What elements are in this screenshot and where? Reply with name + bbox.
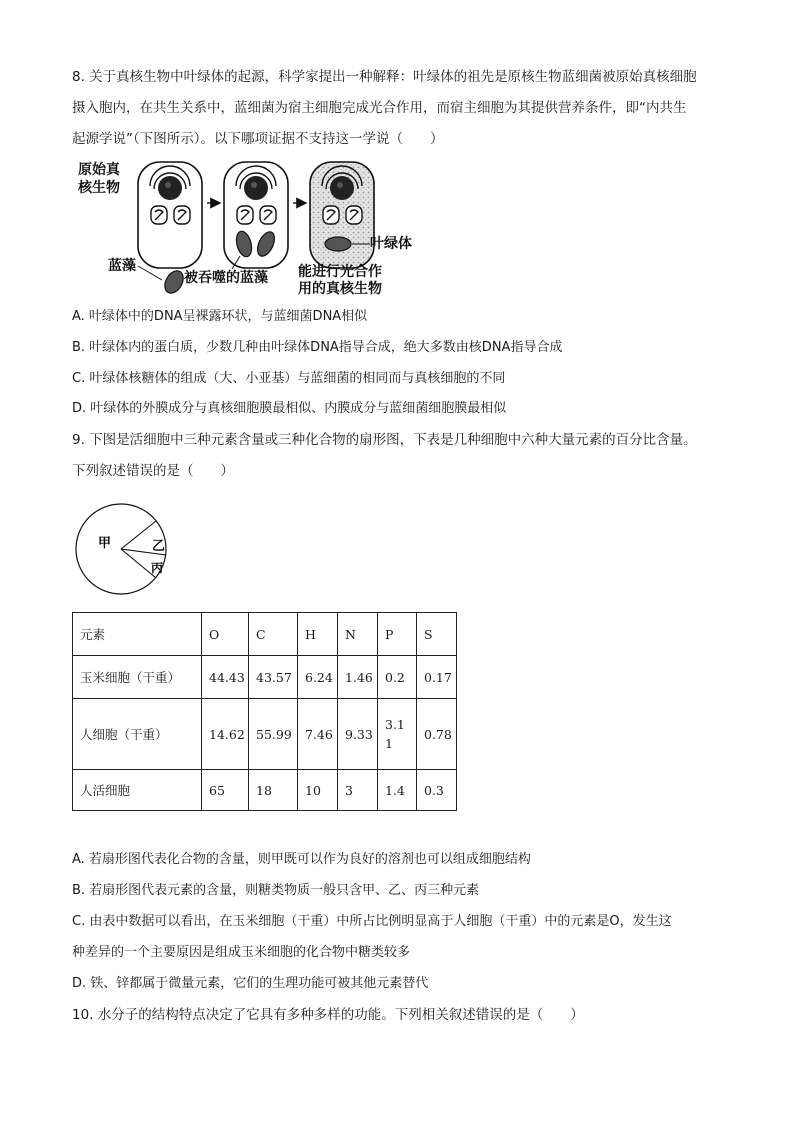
label-chloroplast: 叶绿体 bbox=[370, 236, 412, 252]
pie-label-yi: 乙 bbox=[152, 539, 166, 554]
q9-option-b: B. 若扇形图代表元素的含量，则糖类物质一般只含甲、乙、丙三种元素 bbox=[72, 883, 480, 898]
pie-label-jia: 甲 bbox=[98, 536, 112, 551]
label-photosynthetic-line1: 能进行光合作 bbox=[298, 264, 382, 280]
table-cell: 3 bbox=[338, 770, 378, 811]
table-cell: 7.46 bbox=[298, 699, 338, 770]
table-cell: 6.24 bbox=[298, 656, 338, 699]
table-row bbox=[73, 656, 457, 699]
table-header-row bbox=[73, 613, 457, 656]
pie-chart bbox=[72, 500, 182, 600]
table-row bbox=[73, 770, 457, 811]
q9-stem-line1: 9. 下图是活细胞中三种元素含量或三种化合物的扇形图，下表是几种细胞中六种大量元素的百分比含量。 bbox=[72, 432, 697, 448]
element-table bbox=[72, 612, 457, 811]
table-cell: 0.78 bbox=[417, 699, 457, 770]
table-cell: 0.17 bbox=[417, 656, 457, 699]
table-header-cell: O bbox=[202, 613, 249, 656]
table-header-cell: S bbox=[417, 613, 457, 656]
q10-stem: 10. 水分子的结构特点决定了它具有多种多样的功能。下列相关叙述错误的是（ ） bbox=[72, 1007, 584, 1023]
table-header-cell: C bbox=[249, 613, 298, 656]
table-row-name: 人细胞（干重） bbox=[73, 699, 202, 770]
q9-option-c-line1: C. 由表中数据可以看出，在玉米细胞（干重）中所占比例明显高于人细胞（干重）中的元素是O，发生这 bbox=[72, 914, 672, 929]
q8-option-d: D. 叶绿体的外膜成分与真核细胞膜最相似、内膜成分与蓝细菌细胞膜最相似 bbox=[72, 401, 507, 416]
table-header-cell: N bbox=[338, 613, 378, 656]
table-cell: 0.3 bbox=[417, 770, 457, 811]
q9-option-c-line2: 种差异的一个主要原因是组成玉米细胞的化合物中糖类较多 bbox=[72, 945, 411, 960]
q8-stem-line3: 起源学说”（下图所示）。以下哪项证据不支持这一学说（ ） bbox=[72, 131, 444, 147]
engulfing-cell bbox=[224, 162, 288, 268]
q9-option-a: A. 若扇形图代表化合物的含量，则甲既可以作为良好的溶剂也可以组成细胞结构 bbox=[72, 852, 531, 867]
photosynthetic-eukaryote-cell bbox=[310, 162, 374, 268]
table-cell-wrapped bbox=[378, 699, 417, 770]
table-header-cell: P bbox=[378, 613, 417, 656]
table-cell: 1.4 bbox=[378, 770, 417, 811]
table-cell-part: 1 bbox=[385, 736, 393, 751]
pie-label-bing: 丙 bbox=[151, 561, 164, 575]
endosymbiosis-figure bbox=[72, 156, 432, 300]
table-cell: 9.33 bbox=[338, 699, 378, 770]
table-cell: 44.43 bbox=[202, 656, 249, 699]
label-photosynthetic-line2: 用的真核生物 bbox=[298, 281, 382, 297]
label-cyanobacteria: 蓝藻 bbox=[108, 258, 136, 274]
q8-option-b: B. 叶绿体内的蛋白质，少数几种由叶绿体DNA指导合成，绝大多数由核DNA指导合成 bbox=[72, 340, 563, 355]
q8-option-c: C. 叶绿体核糖体的组成（大、小亚基）与蓝细菌的相同而与真核细胞的不同 bbox=[72, 371, 506, 386]
table-row bbox=[73, 699, 457, 770]
table-cell: 65 bbox=[202, 770, 249, 811]
table-cell: 18 bbox=[249, 770, 298, 811]
primitive-eukaryote-cell bbox=[138, 162, 202, 268]
label-primitive-line1: 原始真 bbox=[78, 162, 120, 178]
q9-stem-line2: 下列叙述错误的是（ ） bbox=[72, 463, 234, 479]
q8-stem-line1: 8. 关于真核生物中叶绿体的起源，科学家提出一种解释：叶绿体的祖先是原核生物蓝细菌被原始真核细胞 bbox=[72, 69, 697, 85]
table-cell: 55.99 bbox=[249, 699, 298, 770]
table-header-cell: 元素 bbox=[73, 613, 202, 656]
table-cell: 10 bbox=[298, 770, 338, 811]
label-engulfed: 被吞噬的蓝藻 bbox=[184, 270, 268, 286]
table-header-cell: H bbox=[298, 613, 338, 656]
table-cell: 1.46 bbox=[338, 656, 378, 699]
q8-option-a: A. 叶绿体中的DNA呈裸露环状，与蓝细菌DNA相似 bbox=[72, 309, 368, 324]
table-cell-part: 3.1 bbox=[385, 717, 405, 732]
table-cell: 43.57 bbox=[249, 656, 298, 699]
label-primitive-line2: 核生物 bbox=[78, 180, 120, 196]
table-row-name: 玉米细胞（干重） bbox=[73, 656, 202, 699]
table-cell: 0.2 bbox=[378, 656, 417, 699]
q9-option-d: D. 铁、锌都属于微量元素，它们的生理功能可被其他元素替代 bbox=[72, 976, 429, 991]
table-cell: 14.62 bbox=[202, 699, 249, 770]
q8-stem-line2: 摄入胞内，在共生关系中，蓝细菌为宿主细胞完成光合作用，而宿主细胞为其提供营养条件，即“内共生 bbox=[72, 100, 687, 116]
table-row-name: 人活细胞 bbox=[73, 770, 202, 811]
